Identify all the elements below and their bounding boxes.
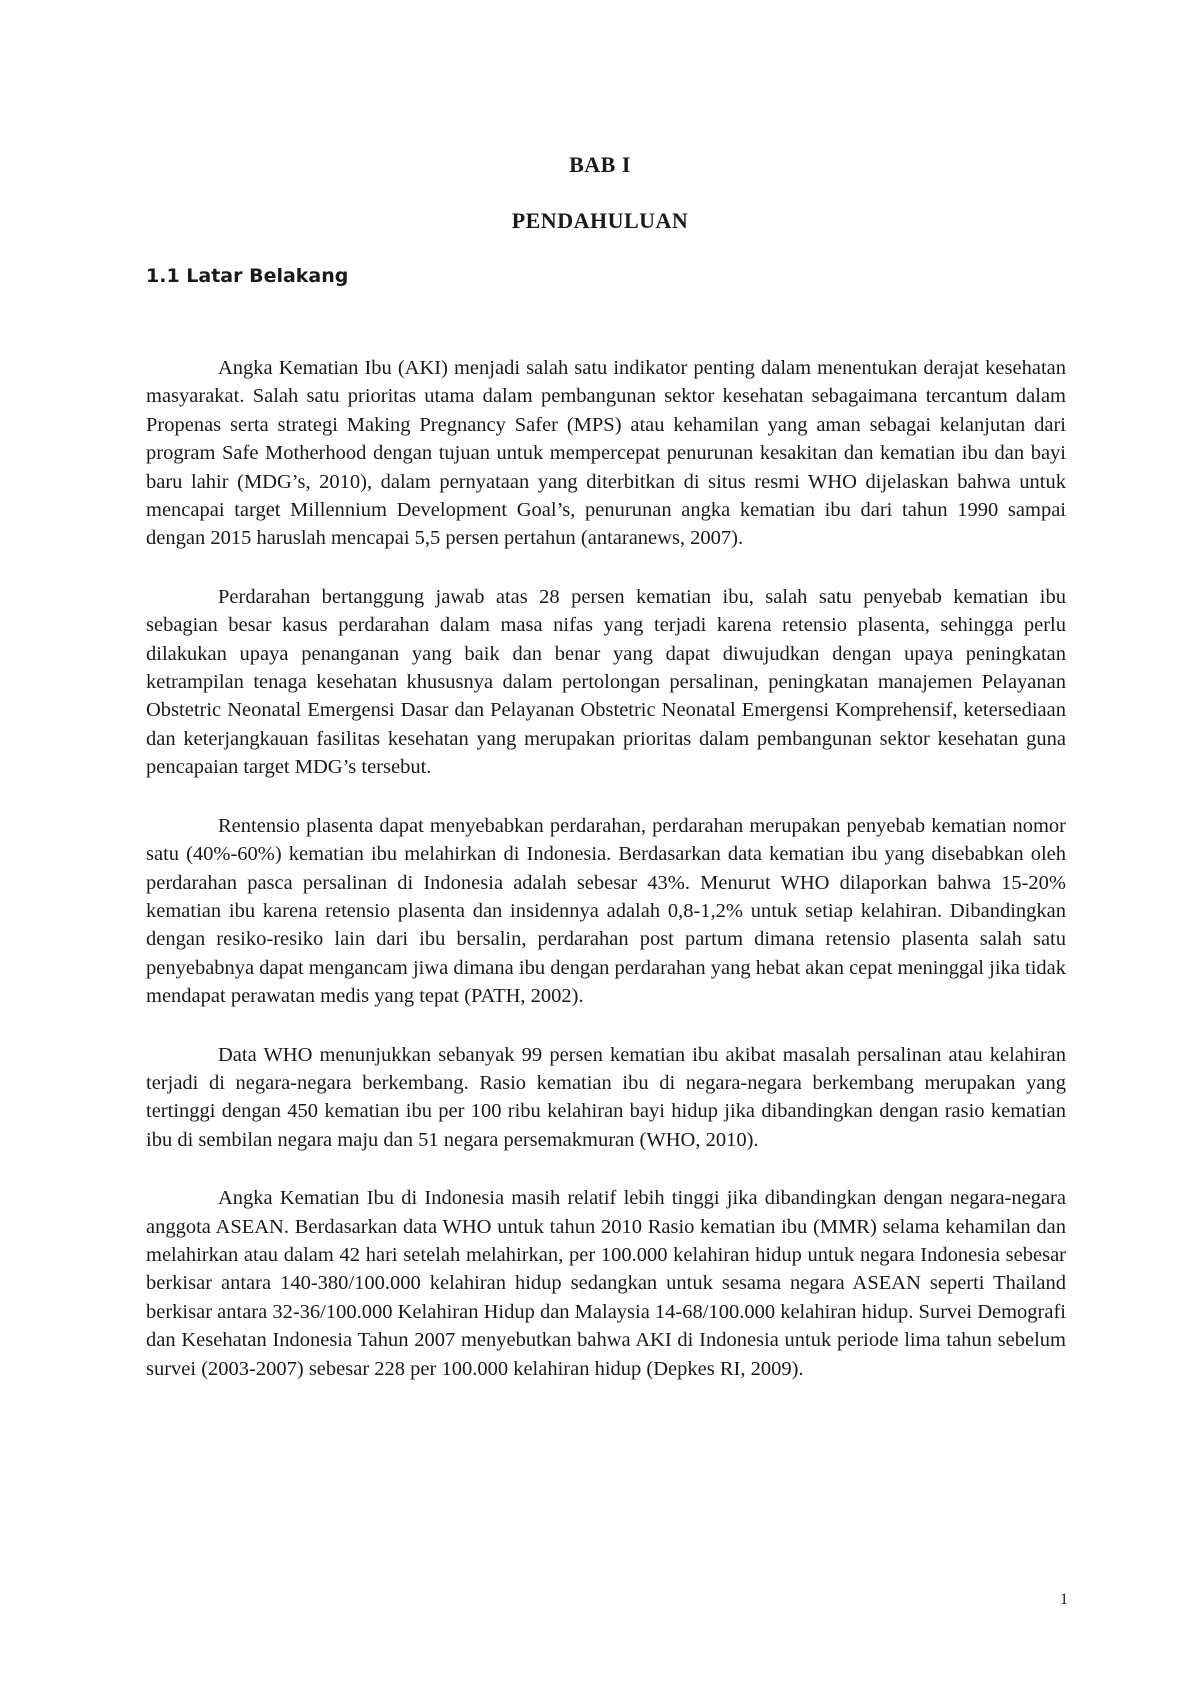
body-text (146, 354, 1066, 1413)
paragraph: Data WHO menunjukkan sebanyak 99 persen kematian ibu akibat masalah persalinan atau kelahiran terjadi di negara-negara berkembang. Rasio kematian ibu di negara-negara berkembang merupakan yang tertinggi dengan 450 kematian ibu per 100 ribu kelahiran bayi hidup jika dibandingkan dengan rasio kematian ibu di sembilan negara maju dan 51 negara persemakmuran (WHO, 2010). (146, 1043, 1066, 1151)
page-number: 1 (1060, 1591, 1068, 1608)
paragraph: Rentensio plasenta dapat menyebabkan perdarahan, perdarahan merupakan penyebab kematian nomor satu (40%-60%) kematian ibu melahirkan di Indonesia. Berdasarkan data kematian ibu yang disebabkan oleh perdarahan pasca persalinan di Indonesia adalah sebesar 43%. Menurut WHO dilaporkan bahwa 15-20% kematian ibu karena retensio plasenta dan insidennya adalah 0,8-1,2% untuk setiap kelahiran. Dibandingkan dengan resiko-resiko lain dari ibu bersalin, perdarahan post partum dimana retensio plasenta salah satu penyebabnya dapat mengancam jiwa dimana ibu dengan perdarahan yang hebat akan cepat meninggal jika tidak mendapat perawatan medis yang tepat (PATH, 2002). (146, 814, 1066, 1008)
chapter-title: PENDAHULUAN (511, 208, 689, 233)
paragraph: Perdarahan bertanggung jawab atas 28 persen kematian ibu, salah satu penyebab kematian ibu sebagian besar kasus perdarahan dalam masa nifas yang terjadi karena retensio plasenta, sehingga perlu dilakukan upaya penanganan yang baik dan benar yang dapat diwujudkan dengan upaya peningkatan ketrampilan tenaga kesehatan khususnya dalam pertolongan persalinan, peningkatan manajemen Pelayanan Obstetric Neonatal Emergensi Dasar dan Pelayanan Obstetric Neonatal Emergensi Komprehensif, ketersediaan dan keterjangkauan fasilitas kesehatan yang merupakan prioritas dalam pembangunan sektor kesehatan guna pencapaian target MDG’s tersebut. (146, 585, 1066, 779)
paragraph: Angka Kematian Ibu di Indonesia masih relatif lebih tinggi jika dibandingkan dengan negara-negara anggota ASEAN. Berdasarkan data WHO untuk tahun 2010 Rasio kematian ibu (MMR) selama kehamilan dan melahirkan atau dalam 42 hari setelah melahirkan, per 100.000 kelahiran hidup untuk negara Indonesia sebesar berkisar antara 140-380/100.000 kelahiran hidup sedangkan untuk sesama negara ASEAN seperti Thailand berkisar antara 32-36/100.000 Kelahiran Hidup dan Malaysia 14-68/100.000 kelahiran hidup. Survei Demografi dan Kesehatan Indonesia Tahun 2007 menyebutkan bahwa AKI di Indonesia untuk periode lima tahun sebelum survei (2003-2007) sebesar 228 per 100.000 kelahiran hidup (Depkes RI, 2009). (146, 1187, 1066, 1380)
paragraph: Angka Kematian Ibu (AKI) menjadi salah satu indikator penting dalam menentukan derajat kesehatan masyarakat. Salah satu prioritas utama dalam pembangunan sektor kesehatan sebagaimana tercantum dalam Propenas serta strategi Making Pregnancy Safer (MPS) atau kehamilan yang aman sebagai kelanjutan dari program Safe Motherhood dengan tujuan untuk mempercepat penurunan kesakitan dan kematian ibu dan bayi baru lahir (MDG’s, 2010), dalam pernyataan yang diterbitkan di situs resmi WHO dijelaskan bahwa untuk mencapai target Millennium Development Goal’s, penurunan angka kematian ibu dari tahun 1990 sampai dengan 2015 haruslah mencapai 5,5 persen pertahun (antaranews, 2007). (146, 357, 1066, 550)
section-heading: 1.1 Latar Belakang (146, 265, 349, 287)
chapter-number: BAB I (569, 152, 631, 177)
